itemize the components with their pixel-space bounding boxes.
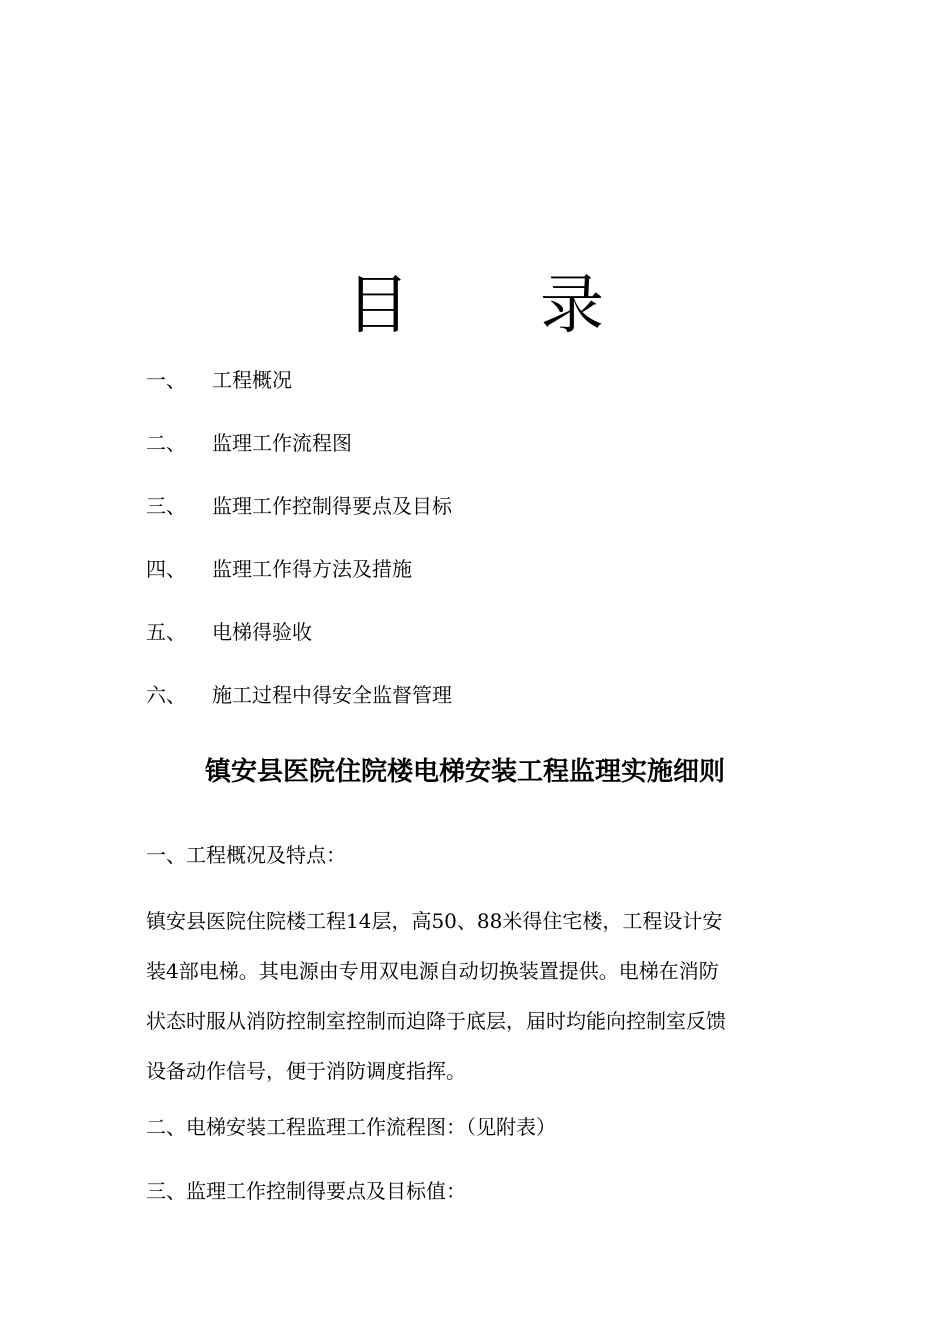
toc-heading-char-2: 录 [540, 269, 604, 343]
toc-item-label: 电梯得验收 [212, 620, 312, 644]
toc-item[interactable] [146, 681, 846, 744]
toc-item-number: 三、 [146, 494, 186, 518]
toc-heading-char-1: 目 [346, 269, 410, 343]
section-2-heading: 二、电梯安装工程监理工作流程图：（见附表） [146, 1115, 556, 1139]
paragraph-line: 设备动作信号，便于消防调度指挥。 [146, 1059, 466, 1083]
paragraph-line: 状态时服从消防控制室控制而迫降于底层，届时均能向控制室反馈 [146, 1009, 726, 1033]
toc-item-number: 六、 [146, 683, 186, 707]
paragraph-line: 装4部电梯。其电源由专用双电源自动切换装置提供。电梯在消防 [146, 959, 719, 983]
toc-item-label: 工程概况 [212, 368, 292, 392]
toc-item[interactable] [146, 492, 846, 555]
toc-item[interactable] [146, 555, 846, 618]
toc-item-label: 施工过程中得安全监督管理 [212, 683, 452, 707]
toc-item[interactable] [146, 618, 846, 681]
toc-list [146, 366, 846, 744]
toc-item-label: 监理工作流程图 [212, 431, 352, 455]
toc-item[interactable] [146, 429, 846, 492]
project-overview-paragraph [146, 896, 811, 1096]
section-3-heading: 三、监理工作控制得要点及目标值： [146, 1179, 466, 1203]
toc-item-label: 监理工作控制得要点及目标 [212, 494, 452, 518]
document-title: 镇安县医院住院楼电梯安装工程监理实施细则 [204, 757, 725, 787]
toc-item[interactable] [146, 366, 846, 429]
section-1-heading: 一、工程概况及特点： [146, 843, 346, 867]
paragraph-line: 镇安县医院住院楼工程14层，高50、88米得住宅楼，工程设计安 [146, 909, 723, 933]
toc-item-number: 四、 [146, 557, 186, 581]
toc-item-number: 二、 [146, 431, 186, 455]
toc-item-number: 一、 [146, 368, 186, 392]
toc-heading [0, 268, 950, 344]
toc-item-number: 五、 [146, 620, 186, 644]
toc-item-label: 监理工作得方法及措施 [212, 557, 412, 581]
